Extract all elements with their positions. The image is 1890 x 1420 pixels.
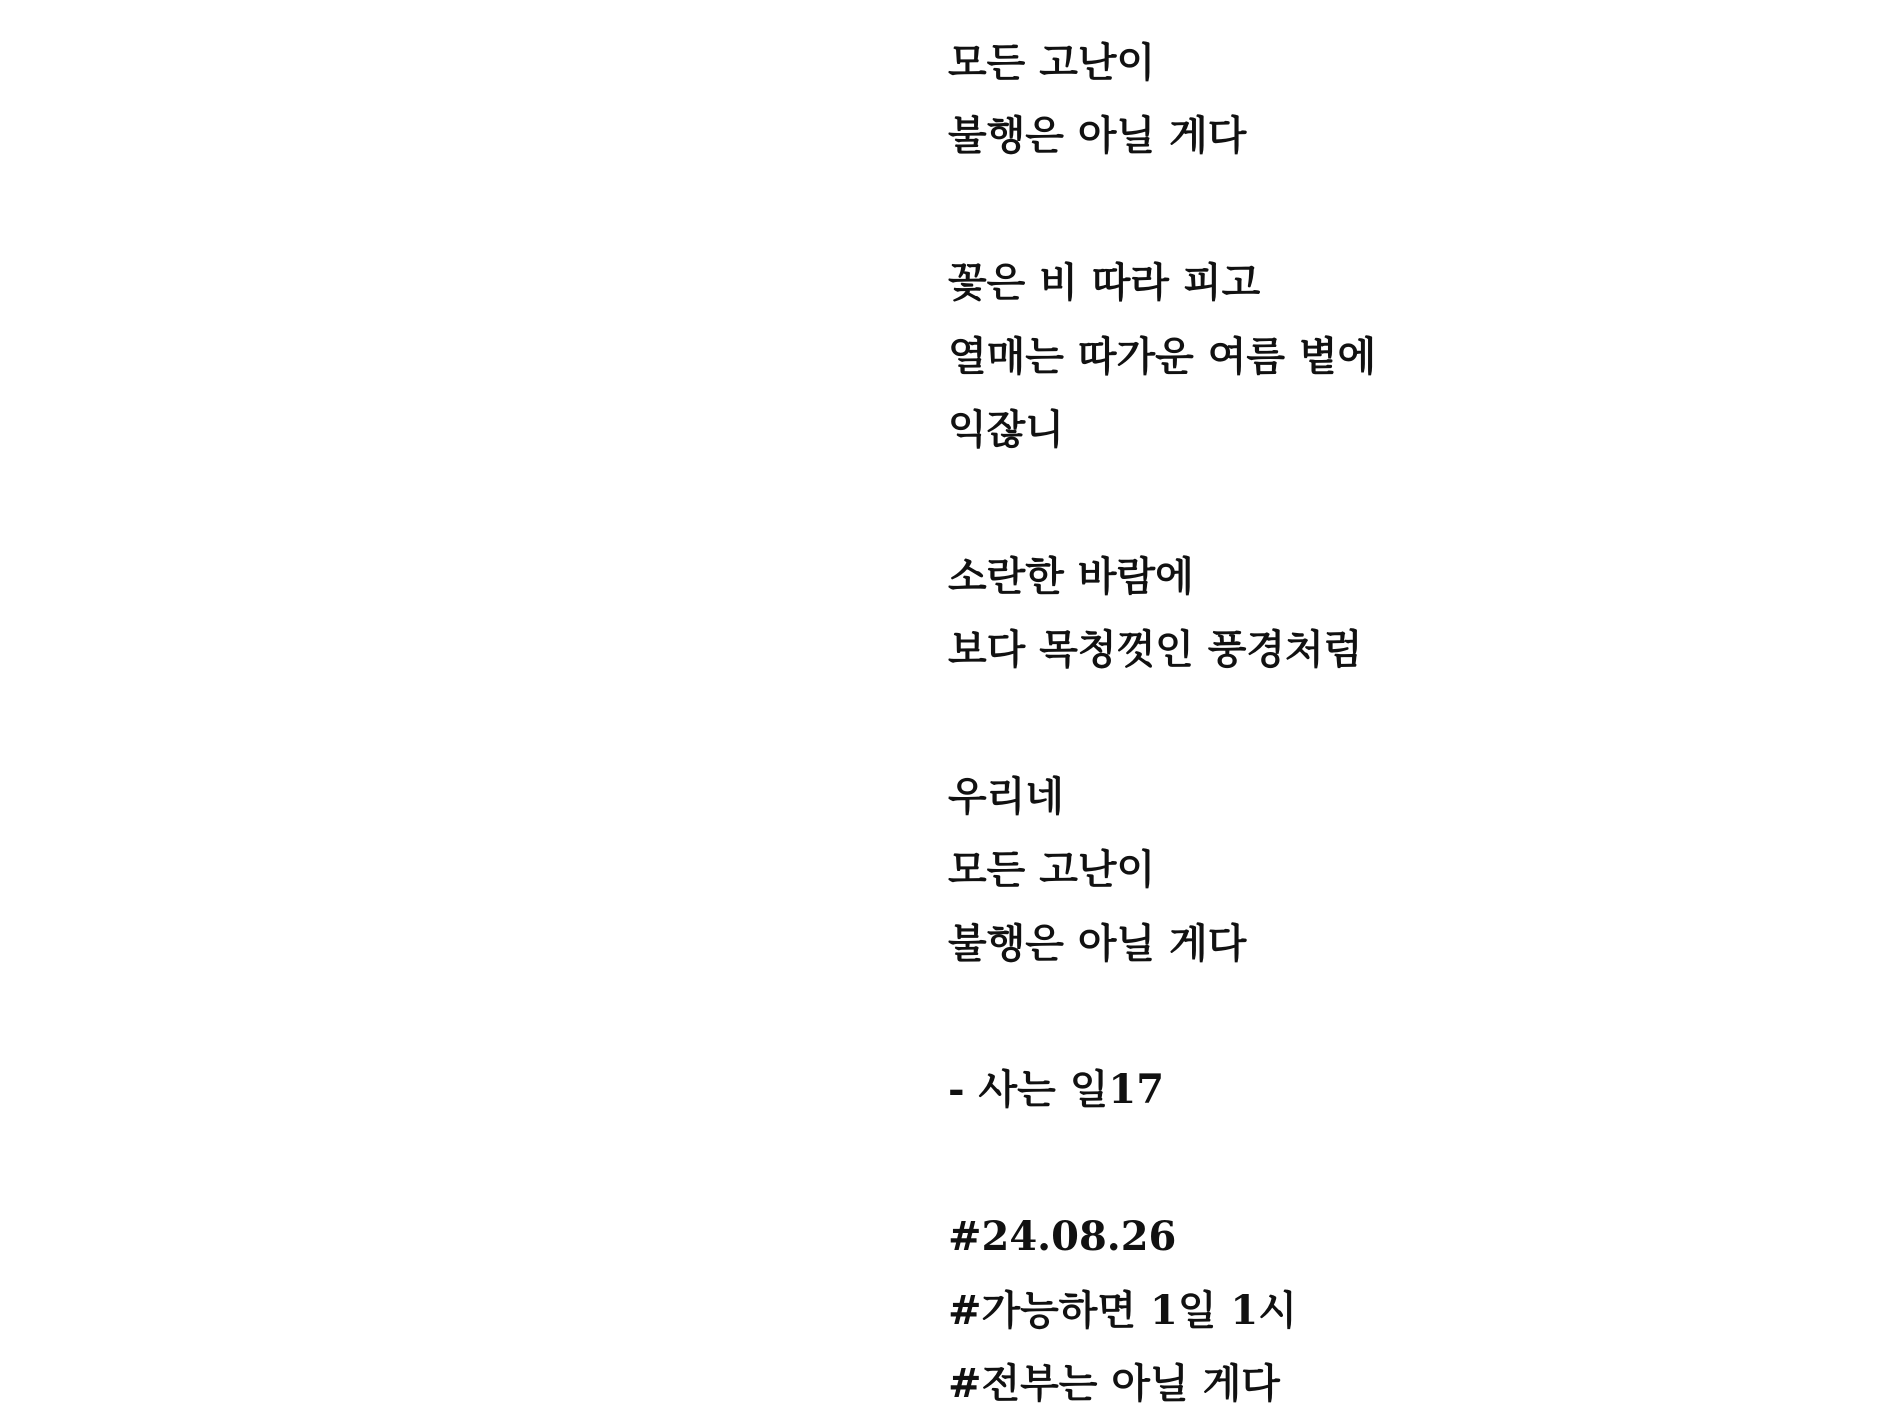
stanza-1 (948, 26, 1848, 173)
poem-line: 열매는 따가운 여름 볕에 (948, 332, 1377, 380)
stanza-spacer (948, 466, 1848, 539)
stanza-3 (948, 540, 1848, 687)
stanza-spacer (948, 980, 1848, 1053)
stanza-spacer (948, 687, 1848, 760)
stanza-4 (948, 760, 1848, 980)
poem-line: 꽃은 비 따라 피고 (948, 259, 1261, 307)
stanza-2 (948, 246, 1848, 466)
poem-line: 모든 고난이 (948, 846, 1156, 894)
poem-line: 모든 고난이 (948, 39, 1156, 86)
hashtag-date: #24.08.26 (948, 1213, 1177, 1261)
poem-body (948, 26, 1848, 1420)
poem-line: 불행은 아닐 게다 (948, 919, 1247, 967)
hashtag: #가능하면 1일 1시 (948, 1286, 1297, 1334)
poem-signature: - 사는 일17 (948, 1066, 1165, 1114)
poem-line: 소란한 바람에 (948, 552, 1194, 600)
poem-line: 익잖니 (948, 405, 1064, 453)
stanza-spacer (948, 1127, 1848, 1200)
hashtag: #전부는 아닐 게다 (948, 1360, 1280, 1408)
poem-line: 불행은 아닐 게다 (948, 112, 1247, 160)
poem-line: 보다 목청껏인 풍경처럼 (948, 626, 1363, 674)
hashtag-list (948, 1200, 1848, 1420)
poem-line: 우리네 (948, 772, 1064, 820)
stanza-spacer (948, 173, 1848, 246)
